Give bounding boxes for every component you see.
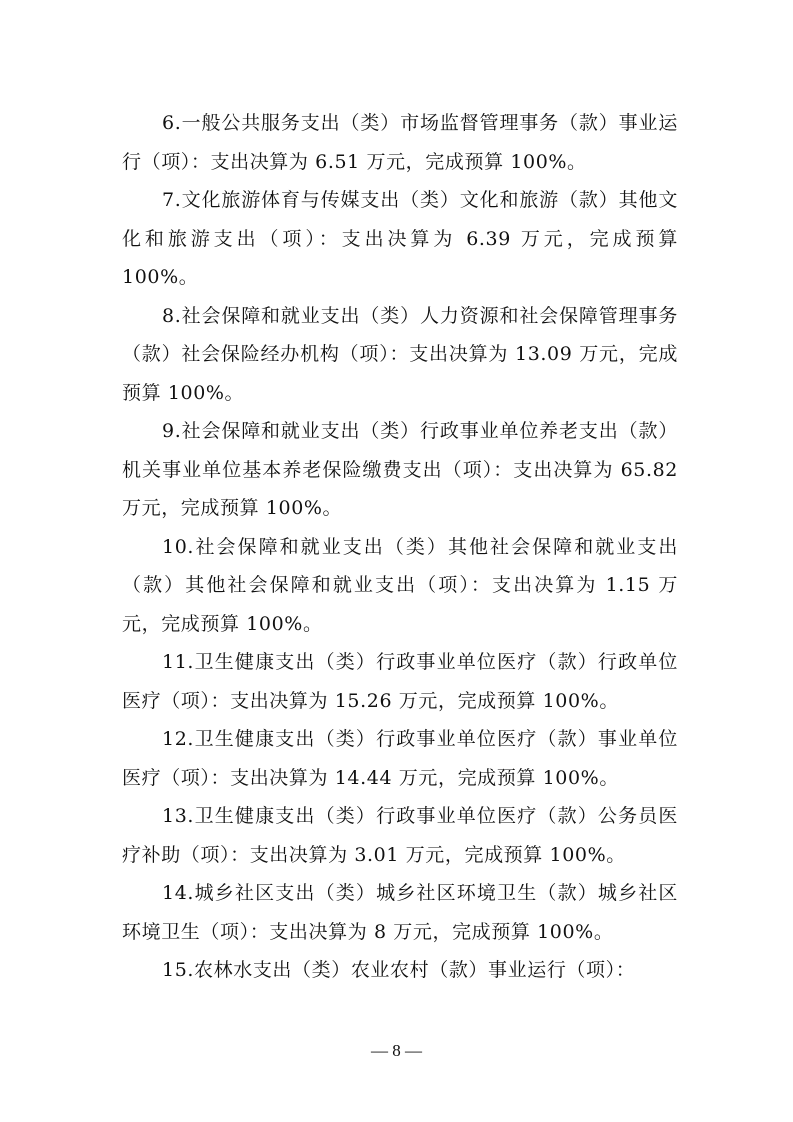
paragraph-item-6: 6.一般公共服务支出（类）市场监督管理事务（款）事业运行（项）：支出决算为 6.51 万元，完成预算 100%。 xyxy=(122,112,678,173)
page-number: — 8 — xyxy=(371,1041,422,1060)
paragraph-item-10: 10.社会保障和就业支出（类）其他社会保障和就业支出（款）其他社会保障和就业支出（项）：支出决算为 1.15 万元，完成预算 100%。 xyxy=(122,535,678,635)
paragraph-item-7: 7.文化旅游体育与传媒支出（类）文化和旅游（款）其他文化和旅游支出（项）：支出决算为 6.39 万元，完成预算 100%。 xyxy=(122,189,678,288)
paragraph-item-13: 13.卫生健康支出（类）行政事业单位医疗（款）公务员医疗补助（项）：支出决算为 3.01 万元，完成预算 100%。 xyxy=(122,805,678,866)
paragraph-item-14: 14.城乡社区支出（类）城乡社区环境卫生（款）城乡社区环境卫生（项）：支出决算为 8 万元，完成预算 100%。 xyxy=(122,882,678,943)
paragraph-item-9: 9.社会保障和就业支出（类）行政事业单位养老支出（款）机关事业单位基本养老保险缴费支出（项）：支出决算为 65.82 万元，完成预算 100%。 xyxy=(122,420,678,519)
body-text xyxy=(122,104,678,990)
paragraph-item-15: 15.农林水支出（类）农业农村（款）事业运行（项）： xyxy=(162,959,636,981)
paragraph-item-12: 12.卫生健康支出（类）行政事业单位医疗（款）事业单位医疗（项）：支出决算为 14.44 万元，完成预算 100%。 xyxy=(122,728,678,789)
paragraph-item-11: 11.卫生健康支出（类）行政事业单位医疗（款）行政单位医疗（项）：支出决算为 15.26 万元，完成预算 100%。 xyxy=(122,651,678,712)
paragraph-item-8: 8.社会保障和就业支出（类）人力资源和社会保障管理事务（款）社会保险经办机构（项）：支出决算为 13.09 万元，完成预算 100%。 xyxy=(122,304,678,404)
